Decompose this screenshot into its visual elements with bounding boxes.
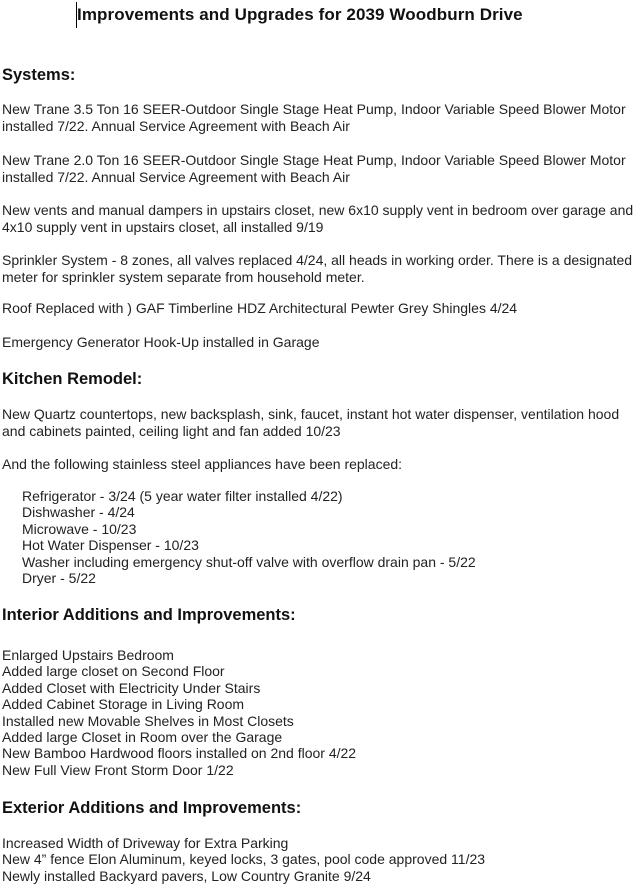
appliance-list xyxy=(22,488,476,586)
list-item: Dryer - 5/22 xyxy=(22,570,96,587)
systems-item-heat-pump-35: New Trane 3.5 Ton 16 SEER-Outdoor Single Stage Heat Pump, Indoor Variable Speed Blower Motor installed 7/22. Annual Service Agreement with Beach Air xyxy=(2,101,626,134)
exterior-heading: Exterior Additions and Improvements: xyxy=(2,799,302,817)
list-item: New 4” fence Elon Aluminum, keyed locks, 3 gates, pool code approved 11/23 xyxy=(2,851,486,868)
list-item: Added large closet on Second Floor xyxy=(2,663,225,680)
list-item: Newly installed Backyard pavers, Low Country Granite 9/24 xyxy=(2,867,371,884)
interior-list xyxy=(2,647,356,778)
list-item: Installed new Movable Shelves in Most Closets xyxy=(2,712,294,729)
list-item: Added large Closet in Room over the Garage xyxy=(2,729,283,746)
list-item: Refrigerator - 3/24 (5 year water filter installed 4/22) xyxy=(22,488,343,504)
systems-item-sprinkler: Sprinkler System - 8 zones, all valves replaced 4/24, all heads in working order. There is a designated meter for sprinkler system separate from household meter. xyxy=(2,252,633,285)
list-item: Microwave - 10/23 xyxy=(22,520,137,537)
list-item: Dishwasher - 4/24 xyxy=(22,504,135,521)
systems-heading: Systems: xyxy=(2,66,76,84)
list-item: Hot Water Dispenser - 10/23 xyxy=(22,537,199,554)
kitchen-heading: Kitchen Remodel: xyxy=(2,370,143,388)
kitchen-appliances-intro: And the following stainless steel appliances have been replaced: xyxy=(2,456,403,472)
systems-item-roof: Roof Replaced with ) GAF Timberline HDZ Architectural Pewter Grey Shingles 4/24 xyxy=(2,300,518,316)
systems-item-generator: Emergency Generator Hook-Up installed in Garage xyxy=(2,334,320,350)
systems-item-heat-pump-20: New Trane 2.0 Ton 16 SEER-Outdoor Single Stage Heat Pump, Indoor Variable Speed Blower Motor installed 7/22. Annual Service Agreement with Beach Air xyxy=(2,152,626,185)
list-item: Added Cabinet Storage in Living Room xyxy=(2,696,245,713)
list-item: Increased Width of Driveway for Extra Parking xyxy=(2,835,289,851)
list-item: Washer including emergency shut-off valve with overflow drain pan - 5/22 xyxy=(22,553,476,570)
kitchen-intro: New Quartz countertops, new backsplash, sink, faucet, instant hot water dispenser, ventilation hood and cabinets painted, ceiling light and fan added 10/23 xyxy=(2,406,620,439)
systems-item-vents: New vents and manual dampers in upstairs closet, new 6x10 supply vent in bedroom over garage and 4x10 supply vent in upstairs closet, all installed 9/19 xyxy=(2,202,634,235)
interior-heading: Interior Additions and Improvements: xyxy=(2,606,296,624)
list-item: Added Closet with Electricity Under Stairs xyxy=(2,679,261,696)
exterior-list xyxy=(2,835,485,884)
list-item: New Bamboo Hardwood floors installed on 2nd floor 4/22 xyxy=(2,745,357,762)
list-item: New Full View Front Storm Door 1/22 xyxy=(2,761,234,778)
document-title: Improvements and Upgrades for 2039 Woodburn Drive xyxy=(77,5,523,24)
list-item: Enlarged Upstairs Bedroom xyxy=(2,647,174,663)
